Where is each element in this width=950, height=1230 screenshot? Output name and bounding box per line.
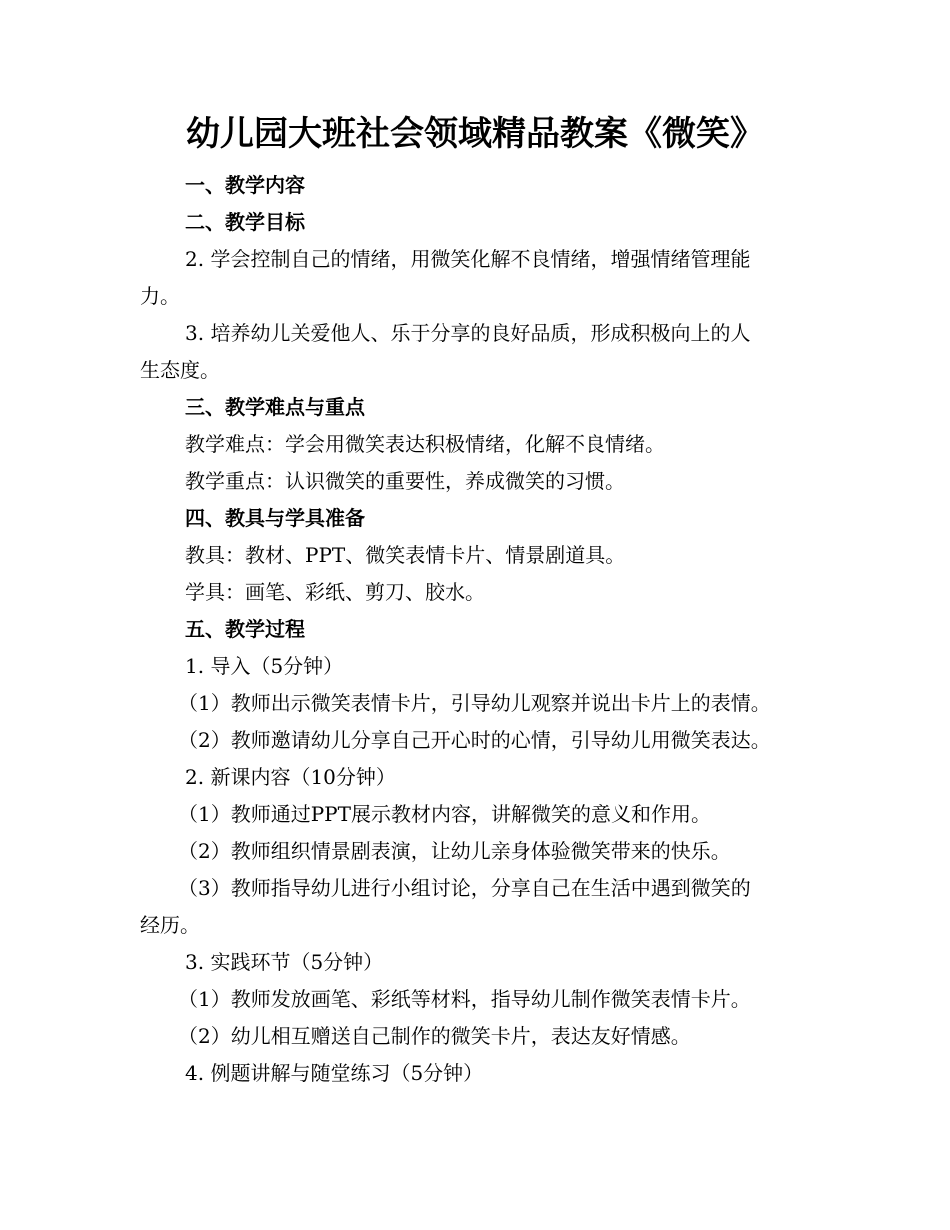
section-heading-teaching-goals: 二、教学目标 — [185, 210, 305, 234]
process-step-1: 1. 导入（5分钟） — [185, 654, 344, 678]
difficulty-text: 教学难点：学会用微笑表达积极情绪，化解不良情绪。 — [185, 432, 665, 456]
section-heading-process: 五、教学过程 — [185, 617, 305, 641]
learning-aids-text: 学具：画笔、彩纸、剪刀、胶水。 — [185, 580, 485, 604]
process-step-2-item-2: （2）教师组织情景剧表演，让幼儿亲身体验微笑带来的快乐。 — [178, 839, 731, 863]
section-heading-materials: 四、教具与学具准备 — [185, 506, 365, 530]
goal-item-2-continued: 力。 — [140, 284, 180, 308]
goal-item-3: 3. 培养幼儿关爱他人、乐于分享的良好品质，形成积极向上的人 — [185, 321, 751, 345]
teaching-aids-text: 教具：教材、PPT、微笑表情卡片、情景剧道具。 — [185, 543, 626, 567]
process-step-3-item-1: （1）教师发放画笔、彩纸等材料，指导幼儿制作微笑表情卡片。 — [178, 987, 751, 1011]
document-title: 幼儿园大班社会领域精品教案《微笑》 — [186, 114, 764, 154]
process-step-1-item-2: （2）教师邀请幼儿分享自己开心时的心情，引导幼儿用微笑表达。 — [178, 728, 771, 752]
section-heading-teaching-content: 一、教学内容 — [185, 173, 305, 197]
goal-item-3-continued: 生态度。 — [140, 358, 220, 382]
process-step-1-item-1: （1）教师出示微笑表情卡片，引导幼儿观察并说出卡片上的表情。 — [178, 691, 771, 715]
process-step-4: 4. 例题讲解与随堂练习（5分钟） — [185, 1061, 484, 1085]
goal-item-2: 2. 学会控制自己的情绪，用微笑化解不良情绪，增强情绪管理能 — [185, 247, 751, 271]
process-step-3-item-2: （2）幼儿相互赠送自己制作的微笑卡片，表达友好情感。 — [178, 1024, 691, 1048]
section-heading-difficulties: 三、教学难点与重点 — [185, 395, 365, 419]
process-step-2: 2. 新课内容（10分钟） — [185, 765, 396, 789]
process-step-2-item-3-continued: 经历。 — [140, 913, 200, 937]
process-step-2-item-1: （1）教师通过PPT展示教材内容，讲解微笑的意义和作用。 — [178, 802, 711, 826]
process-step-2-item-3: （3）教师指导幼儿进行小组讨论，分享自己在生活中遇到微笑的 — [178, 876, 751, 900]
process-step-3: 3. 实践环节（5分钟） — [185, 950, 384, 974]
key-point-text: 教学重点：认识微笑的重要性，养成微笑的习惯。 — [185, 469, 625, 493]
